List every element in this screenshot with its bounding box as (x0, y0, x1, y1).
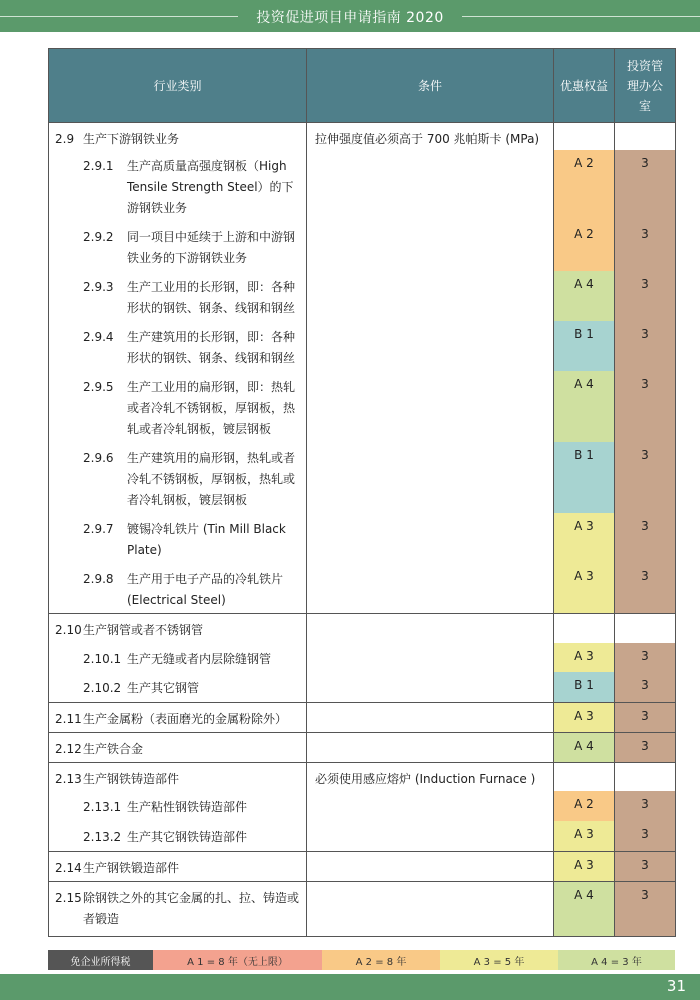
benefit-cell (554, 123, 615, 151)
industry-cell (49, 762, 307, 791)
industry-cell (49, 442, 307, 513)
item-number: 2.9.4 (83, 330, 114, 344)
benefit-cell: A 3 (554, 821, 615, 851)
industry-cell (49, 123, 307, 151)
benefit-cell: B 1 (554, 672, 615, 702)
benefit-cell: A 4 (554, 732, 615, 762)
condition-cell (307, 762, 554, 851)
industry-cell (49, 321, 307, 371)
office-cell (615, 123, 676, 151)
industry-cell (49, 732, 307, 762)
legend-item: A 1 = 8 年（无上限） (153, 950, 322, 970)
office-cell: 3 (615, 702, 676, 732)
office-cell: 3 (615, 150, 676, 221)
table-row (49, 123, 676, 151)
item-text: 除钢铁之外的其它金属的扎、拉、铸造或者锻造 (83, 890, 300, 926)
office-cell (615, 613, 676, 643)
benefit-cell: A 4 (554, 271, 615, 321)
condition-cell (307, 123, 554, 614)
item-text: 生产其它钢铁铸造部件 (127, 830, 248, 844)
benefit-cell: A 2 (554, 150, 615, 221)
industry-cell (49, 821, 307, 851)
item-number: 2.10 (55, 622, 82, 637)
item-number: 2.9.6 (83, 451, 114, 465)
item-number: 2.9.2 (83, 230, 114, 244)
benefit-cell (554, 762, 615, 791)
table-row (49, 851, 676, 881)
office-cell: 3 (615, 851, 676, 881)
item-number: 2.9.8 (83, 572, 114, 586)
item-text: 生产粘性钢铁铸造部件 (127, 800, 248, 814)
item-text: 生产其它钢管 (127, 681, 200, 695)
item-number: 2.10.2 (83, 681, 122, 695)
item-number: 2.9.1 (83, 159, 114, 173)
item-text: 生产钢铁锻造部件 (83, 860, 180, 875)
condition-text: 拉伸强度值必须高于 700 兆帕斯卡 (MPa) (315, 132, 540, 146)
item-number: 2.9.3 (83, 280, 114, 294)
item-text: 生产无缝或者内层除缝钢管 (127, 652, 272, 666)
item-number: 2.11 (55, 711, 82, 726)
column-header-benefits: 优惠权益 (554, 49, 615, 123)
item-text: 生产铁合金 (83, 741, 144, 756)
office-cell: 3 (615, 513, 676, 563)
office-cell: 3 (615, 221, 676, 271)
industry-cell (49, 150, 307, 221)
office-cell: 3 (615, 321, 676, 371)
benefit-cell: A 3 (554, 643, 615, 672)
top-banner (0, 0, 700, 32)
item-number: 2.13.1 (83, 800, 122, 814)
condition-cell (307, 732, 554, 762)
office-cell: 3 (615, 271, 676, 321)
item-text: 镀锡冷轧铁片 (Tin Mill Black Plate) (127, 522, 286, 557)
item-text: 生产工业用的扁形钢，即：热轧或者冷轧不锈钢板，厚钢板，热轧或者冷轧钢板，镀层钢板 (127, 380, 296, 436)
office-cell: 3 (615, 563, 676, 613)
item-number: 2.10.1 (83, 652, 122, 666)
industry-cell (49, 221, 307, 271)
legend-bar (48, 950, 675, 970)
office-cell: 3 (615, 672, 676, 702)
condition-cell (307, 613, 554, 702)
column-header-conditions: 条件 (307, 49, 554, 123)
item-text: 同一项目中延续于上游和中游钢铁业务的下游钢铁业务 (127, 230, 296, 265)
item-text: 生产用于电子产品的冷轧铁片 (Electrical Steel) (127, 572, 284, 607)
incentive-table (48, 48, 676, 937)
benefit-cell: A 3 (554, 563, 615, 613)
legend-item: A 3 = 5 年 (440, 950, 558, 970)
office-cell: 3 (615, 732, 676, 762)
benefit-cell: A 2 (554, 221, 615, 271)
item-number: 2.13.2 (83, 830, 122, 844)
column-header-office: 投资管理办公室 (615, 49, 676, 123)
industry-cell (49, 563, 307, 613)
item-number: 2.9.5 (83, 380, 114, 394)
banner-rule-right (462, 16, 700, 17)
item-text: 生产金属粉（表面磨光的金属粉除外） (83, 711, 288, 726)
office-cell (615, 762, 676, 791)
office-cell: 3 (615, 643, 676, 672)
item-text: 生产高质量高强度钢板（High Tensile Strength Steel）的下游钢铁业务 (127, 159, 294, 215)
industry-cell (49, 791, 307, 821)
benefit-cell: A 4 (554, 881, 615, 936)
table-row (49, 702, 676, 732)
document-title: 投资促进项目申请指南 2020 (256, 10, 444, 26)
item-text: 生产工业用的长形钢，即：各种形状的钢铁、钢条、线钢和钢丝 (127, 280, 296, 315)
condition-text: 必须使用感应熔炉 (Induction Furnace ) (315, 771, 536, 786)
table-row (49, 881, 676, 936)
industry-cell (49, 613, 307, 643)
industry-cell (49, 702, 307, 732)
legend-item: A 2 = 8 年 (322, 950, 440, 970)
page-number: 31 (666, 977, 686, 995)
office-cell: 3 (615, 442, 676, 513)
item-text: 生产建筑用的扁形钢，热轧或者冷轧不锈钢板，厚钢板，热轧或者冷轧钢板，镀层钢板 (127, 451, 296, 507)
item-number: 2.9 (55, 132, 75, 146)
industry-cell (49, 672, 307, 702)
table-row (49, 613, 676, 643)
benefit-cell: A 3 (554, 702, 615, 732)
legend-item: A 4 = 3 年 (558, 950, 675, 970)
benefit-cell: A 4 (554, 371, 615, 442)
item-text: 生产下游钢铁业务 (83, 132, 180, 146)
item-number: 2.15 (55, 890, 82, 905)
item-number: 2.9.7 (83, 522, 114, 536)
table-row (49, 762, 676, 791)
office-cell: 3 (615, 881, 676, 936)
item-number: 2.13 (55, 771, 82, 786)
industry-cell (49, 851, 307, 881)
condition-cell (307, 702, 554, 732)
column-header-industry: 行业类别 (49, 49, 307, 123)
benefit-cell (554, 613, 615, 643)
item-text: 生产钢管或者不锈钢管 (83, 622, 204, 637)
industry-cell (49, 881, 307, 936)
industry-cell (49, 271, 307, 321)
industry-cell (49, 643, 307, 672)
industry-cell (49, 371, 307, 442)
item-text: 生产钢铁铸造部件 (83, 771, 180, 786)
benefit-cell: A 3 (554, 513, 615, 563)
table-row (49, 732, 676, 762)
office-cell: 3 (615, 821, 676, 851)
benefit-cell: B 1 (554, 321, 615, 371)
office-cell: 3 (615, 371, 676, 442)
office-cell: 3 (615, 791, 676, 821)
benefit-cell: B 1 (554, 442, 615, 513)
benefit-cell: A 3 (554, 851, 615, 881)
industry-cell (49, 513, 307, 563)
item-number: 2.14 (55, 860, 82, 875)
table-body (49, 123, 676, 937)
legend-item: 免企业所得税 (48, 950, 153, 970)
item-text: 生产建筑用的长形钢，即：各种形状的钢铁、钢条、线钢和钢丝 (127, 330, 296, 365)
footer-bar (0, 974, 700, 1000)
condition-cell (307, 881, 554, 936)
benefit-cell: A 2 (554, 791, 615, 821)
condition-cell (307, 851, 554, 881)
item-number: 2.12 (55, 741, 82, 756)
